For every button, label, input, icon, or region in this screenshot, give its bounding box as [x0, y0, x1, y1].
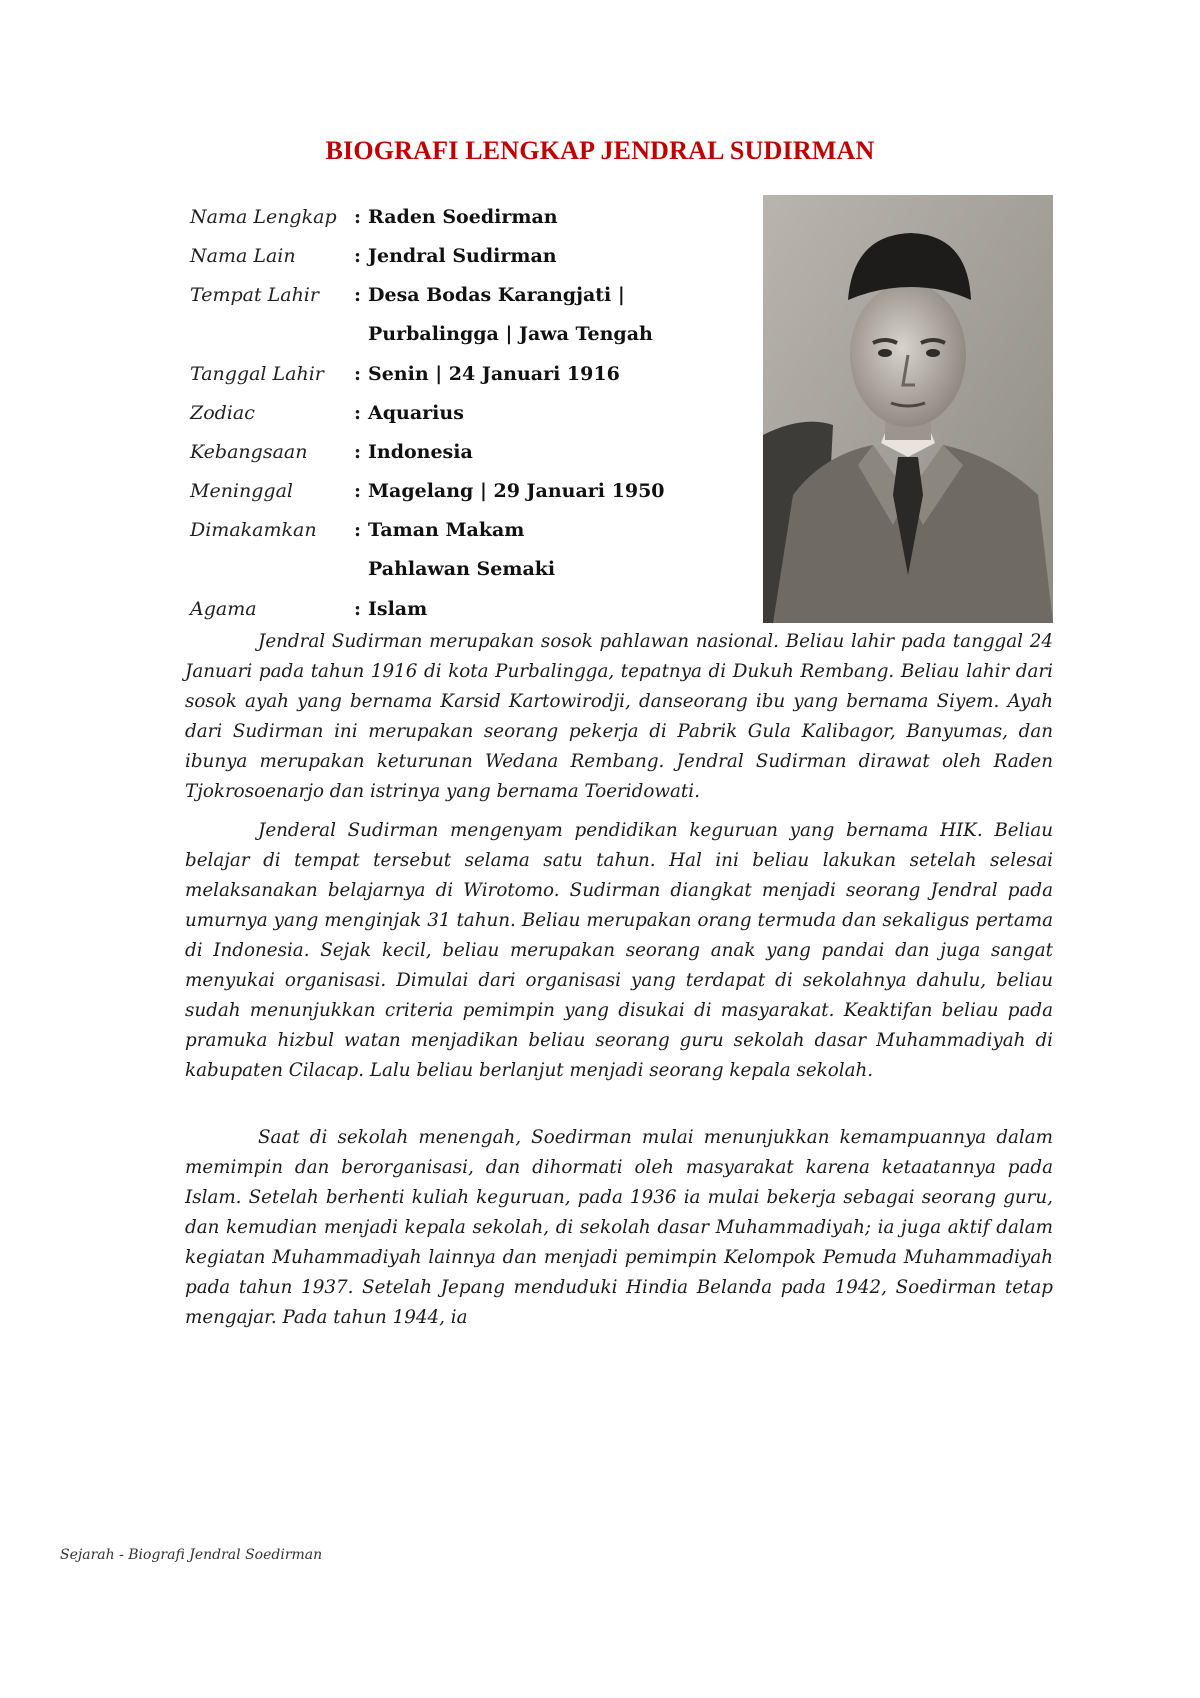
- biodata-row: [190, 206, 750, 245]
- biodata-colon: :: [354, 245, 362, 267]
- biodata-row: [190, 245, 750, 284]
- biodata-value: Pahlawan Semaki: [368, 558, 556, 580]
- biodata-label: Meninggal: [190, 480, 293, 502]
- biodata-row: [190, 284, 750, 323]
- biodata-table: [190, 206, 750, 637]
- biodata-label: Tanggal Lahir: [190, 363, 324, 385]
- biodata-value: Indonesia: [368, 441, 473, 463]
- page-footer: Sejarah - Biografi Jendral Soedirman: [60, 1547, 323, 1563]
- biodata-colon: :: [354, 363, 362, 385]
- biodata-row-continued: [190, 323, 750, 363]
- biodata-value: Raden Soedirman: [368, 206, 558, 228]
- portrait-photo: [763, 195, 1053, 623]
- biodata-value: Taman Makam: [368, 519, 525, 541]
- biodata-row: [190, 441, 750, 480]
- biodata-label: Zodiac: [190, 402, 255, 424]
- portrait-illustration: [763, 195, 1053, 623]
- biodata-value: Magelang | 29 Januari 1950: [368, 480, 665, 502]
- biodata-colon: :: [354, 206, 362, 228]
- biodata-value: Senin | 24 Januari 1916: [368, 363, 620, 385]
- biodata-label: Tempat Lahir: [190, 284, 319, 306]
- biodata-row-continued: [190, 558, 750, 598]
- biodata-row: [190, 402, 750, 441]
- biodata-row: [190, 519, 750, 558]
- biodata-colon: :: [354, 284, 362, 306]
- biodata-value: Purbalingga | Jawa Tengah: [368, 323, 653, 345]
- biodata-label: Nama Lain: [190, 245, 296, 267]
- biodata-label: Kebangsaan: [190, 441, 308, 463]
- biodata-colon: :: [354, 402, 362, 424]
- biodata-colon: :: [354, 480, 362, 502]
- paragraph: Saat di sekolah menengah, Soedirman mulai menunjukkan kemampuannya dalam memimpin dan berorganisasi, dan dihormati oleh masyarakat karena ketaatannya pada Islam. Setelah berhenti kuliah keguruan, pada 1936 ia mulai bekerja sebagai seorang guru, dan kemudian menjadi kepala sekolah, di sekolah dasar Muhammadiyah; ia juga aktif dalam kegiatan Muhammadiyah lainnya dan menjadi pemimpin Kelompok Pemuda Muhammadiyah pada tahun 1937. Setelah Jepang menduduki Hindia Belanda pada 1942, Soedirman tetap mengajar. Pada tahun 1944, ia: [185, 1127, 1053, 1328]
- biodata-colon: :: [354, 441, 362, 463]
- paragraph: Jenderal Sudirman mengenyam pendidikan keguruan yang bernama HIK. Beliau belajar di tempat tersebut selama satu tahun. Hal ini beliau lakukan setelah selesai melaksanakan belajarnya di Wirotomo. Sudirman diangkat menjadi seorang Jendral pada umurnya yang menginjak 31 tahun. Beliau merupakan orang termuda dan sekaligus pertama di Indonesia. Sejak kecil, beliau merupakan seorang anak yang pandai dan juga sangat menyukai organisasi. Dimulai dari organisasi yang terdapat di sekolahnya dahulu, beliau sudah menunjukkan criteria pemimpin yang disukai di masyarakat. Keaktifan beliau pada pramuka hizbul watan menjadikan beliau seorang guru sekolah dasar Muhammadiyah di kabupaten Cilacap. Lalu beliau berlanjut menjadi seorang kepala sekolah.: [185, 820, 1053, 1081]
- biodata-value: Jendral Sudirman: [368, 245, 557, 267]
- biodata-label: Nama Lengkap: [190, 206, 337, 228]
- biodata-value: Desa Bodas Karangjati |: [368, 284, 625, 306]
- biodata-row: [190, 363, 750, 402]
- biodata-value: Aquarius: [368, 402, 464, 424]
- biodata-label: Dimakamkan: [190, 519, 317, 541]
- paragraph: Jendral Sudirman merupakan sosok pahlawan nasional. Beliau lahir pada tanggal 24 Januari pada tahun 1916 di kota Purbalingga, tepatnya di Dukuh Rembang. Beliau lahir dari sosok ayah yang bernama Karsid Kartowirodji, danseorang ibu yang bernama Siyem. Ayah dari Sudirman ini merupakan seorang pekerja di Pabrik Gula Kalibagor, Banyumas, dan ibunya merupakan keturunan Wedana Rembang. Jendral Sudirman dirawat oleh Raden Tjokrosoenarjo dan istrinya yang bernama Toeridowati.: [185, 631, 1053, 802]
- biodata-colon: :: [354, 519, 362, 541]
- biodata-colon: :: [354, 598, 362, 620]
- biodata-row: [190, 480, 750, 519]
- page-title: BIOGRAFI LENGKAP JENDRAL SUDIRMAN: [325, 136, 875, 165]
- biodata-value: Islam: [368, 598, 428, 620]
- biodata-label: Agama: [190, 598, 257, 620]
